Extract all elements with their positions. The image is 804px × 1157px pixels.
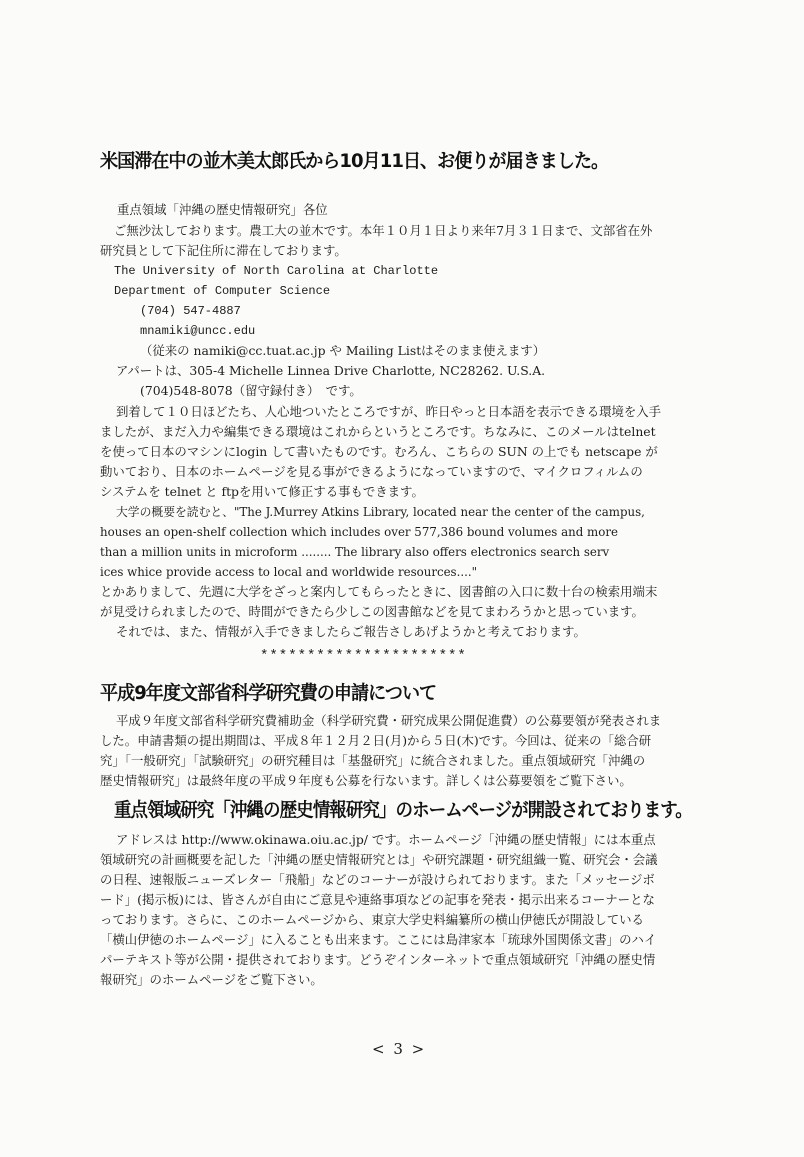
s1-line: ices whice provide access to local and worldwide resources...." <box>100 565 478 579</box>
s3-line: 「横山伊徳のホームページ」に入ることも出来ます。ここには島津家本「琉球外国関係文書」のハイ <box>100 932 657 947</box>
s1-line: を使って日本のマシンにlogin して書いたものです。むろん、こちらの SUN の上でも netscape が <box>100 444 658 459</box>
s3-line: パーテキスト等が公開・提供されております。どうぞインターネットで重点領域研究「沖縄の歴史情 <box>100 952 656 967</box>
page-number: < 3 > <box>372 1040 427 1058</box>
s3-line: ード」(掲示板)には、皆さんが自由にご意見や連絡事項などの記事を発表・掲示出来るコーナーとな <box>100 892 655 907</box>
section2-heading: 平成9年度文部省科学研究費の申請について <box>100 682 437 704</box>
s1-line: mnamiki@uncc.edu <box>140 324 256 338</box>
s2-line: 平成９年度文部省科学研究費補助金（科学研究費・研究成果公開促進費）の公募要領が発表されま <box>116 713 662 728</box>
s1-line: とかありまして、先週に大学をざっと案内してもらったときに、図書館の入口に数十台の検索用端末 <box>100 584 658 599</box>
s3-line: の日程、速報版ニューズレター「飛船」などのコーナーが設けられております。また「メッセージボ <box>100 872 655 887</box>
s1-line: than a million units in microform ........ The library also offers electronics search serv <box>100 545 610 559</box>
s1-line: houses an open-shelf collection which includes over 577,386 bound volumes and more <box>100 525 618 539</box>
s1-line: システムを telnet と ftpを用いて修正する事もできます。 <box>100 484 424 499</box>
separator-stars: ********************** <box>260 648 467 664</box>
s1-line: 大学の概要を読むと、"The J.Murrey Atkins Library, located near the center of the campus, <box>116 505 645 519</box>
s1-line: アパートは、305-4 Michelle Linnea Drive Charlotte, NC28262. U.S.A. <box>116 363 546 378</box>
s1-line: The University of North Carolina at Charlotte <box>114 264 439 278</box>
section1-heading: 米国滞在中の並木美太郎氏から10月11日、お便りが届きました。 <box>100 150 609 172</box>
s2-line: 究」「一般研究」「試験研究」の研究種目は「基盤研究」に統合されました。重点領域研究「沖縄の <box>100 753 646 768</box>
s1-line: が見受けられましたので、時間ができたら少しこの図書館などを見てまわろうかと思っています。 <box>100 604 644 619</box>
s1-line: (704)548-8078（留守録付き） です。 <box>140 383 362 398</box>
s1-line: 動いており、日本のホームページを見る事ができるようになっていますので、マイクロフィルムの <box>100 464 643 479</box>
s3-line: っております。さらに、このホームページから、東京大学史料編纂所の横山伊徳氏が開設している <box>100 912 644 927</box>
s1-line: 研究員として下記住所に滞在しております。 <box>100 243 347 258</box>
s3-line: アドレスは http://www.okinawa.oiu.ac.jp/ です。ホームページ「沖縄の歴史情報」には本重点 <box>116 832 656 847</box>
s1-line: それでは、また、情報が入手できましたらご報告さしあげようかと考えております。 <box>116 624 586 639</box>
s2-line: 歴史情報研究」は最終年度の平成９年度も公募を行ないます。詳しくは公募要領をご覧下さい。 <box>100 773 632 788</box>
s3-line: 領域研究の計画概要を記した「沖縄の歴史情報研究とは」や研究課題・研究組織一覧、研究会・会議 <box>100 852 658 867</box>
s3-line: 報研究」のホームページをご覧下さい。 <box>100 972 323 987</box>
s2-line: した。申請書類の提出期間は、平成８年１２月２日(月)から５日(木)です。今回は、従来の「総合研 <box>100 733 652 748</box>
s1-line: 重点領域「沖縄の歴史情報研究」各位 <box>117 202 328 217</box>
s1-line: (704) 547-4887 <box>140 304 241 318</box>
s1-line: Department of Computer Science <box>114 284 331 298</box>
s1-line: ご無沙汰しております。農工大の並木です。本年１０月１日より来年7月３１日まで、文部省在外 <box>114 223 653 238</box>
s1-line: （従来の namiki@cc.tuat.ac.jp や Mailing Listはそのまま使えます） <box>140 343 546 358</box>
s1-line: 到着して１０日ほどたち、人心地ついたところですが、昨日やっと日本語を表示できる環境を入手 <box>116 404 662 419</box>
section3-heading: 重点領域研究「沖縄の歴史情報研究」のホームページが開設されております。 <box>114 799 692 821</box>
s1-line: ましたが、まだ入力や編集できる環境はこれからというところです。ちなみに、このメールはtelnet <box>100 424 656 439</box>
